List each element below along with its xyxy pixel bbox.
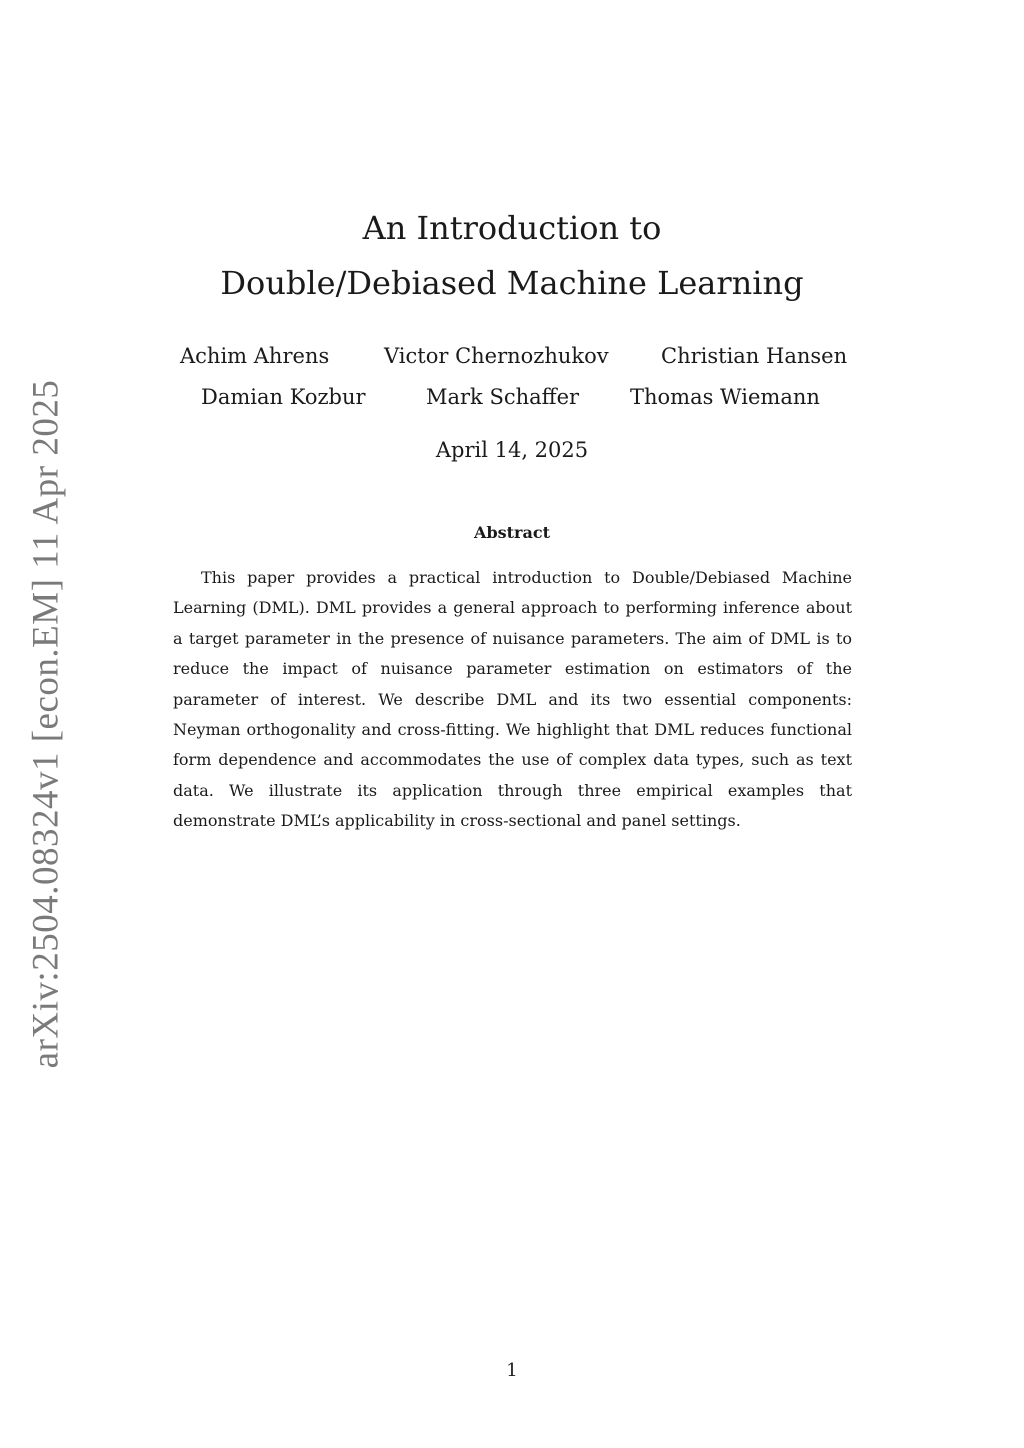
paper-title-line-2: Double/Debiased Machine Learning: [220, 264, 804, 302]
author-name: Victor Chernozhukov: [384, 344, 609, 368]
page-number: 1: [506, 1360, 518, 1381]
author-name: Mark Schaffer: [426, 385, 580, 409]
author-name: Damian Kozbur: [201, 385, 366, 409]
author-name: Thomas Wiemann: [630, 385, 820, 409]
publication-date: April 14, 2025: [435, 438, 589, 462]
paper-title-line-1: An Introduction to: [362, 209, 662, 247]
author-name: Achim Ahrens: [180, 344, 330, 368]
arxiv-identifier-stamp: arXiv:2504.08324v1 [econ.EM] 11 Apr 2025: [25, 379, 67, 1069]
author-name: Christian Hansen: [661, 344, 848, 368]
abstract-body: This paper provides a practical introduction to Double/Debiased Machine Learning (DML). DML provides a general approach to performing inference about a target parameter in the presence of nuisance parameters. The aim of DML is to reduce the impact of nuisance parameter estimation on estimators of the parameter of interest. We describe DML and its two essential components: Neyman orthogonality and cross-fitting. We highlight that DML reduces functional form dependence and accommodates the use of complex data types, such as text data. We illustrate its application through three empirical examples that demonstrate DML’s applicability in cross-sectional and panel settings.: [173, 568, 852, 831]
abstract-heading: Abstract: [474, 523, 550, 542]
